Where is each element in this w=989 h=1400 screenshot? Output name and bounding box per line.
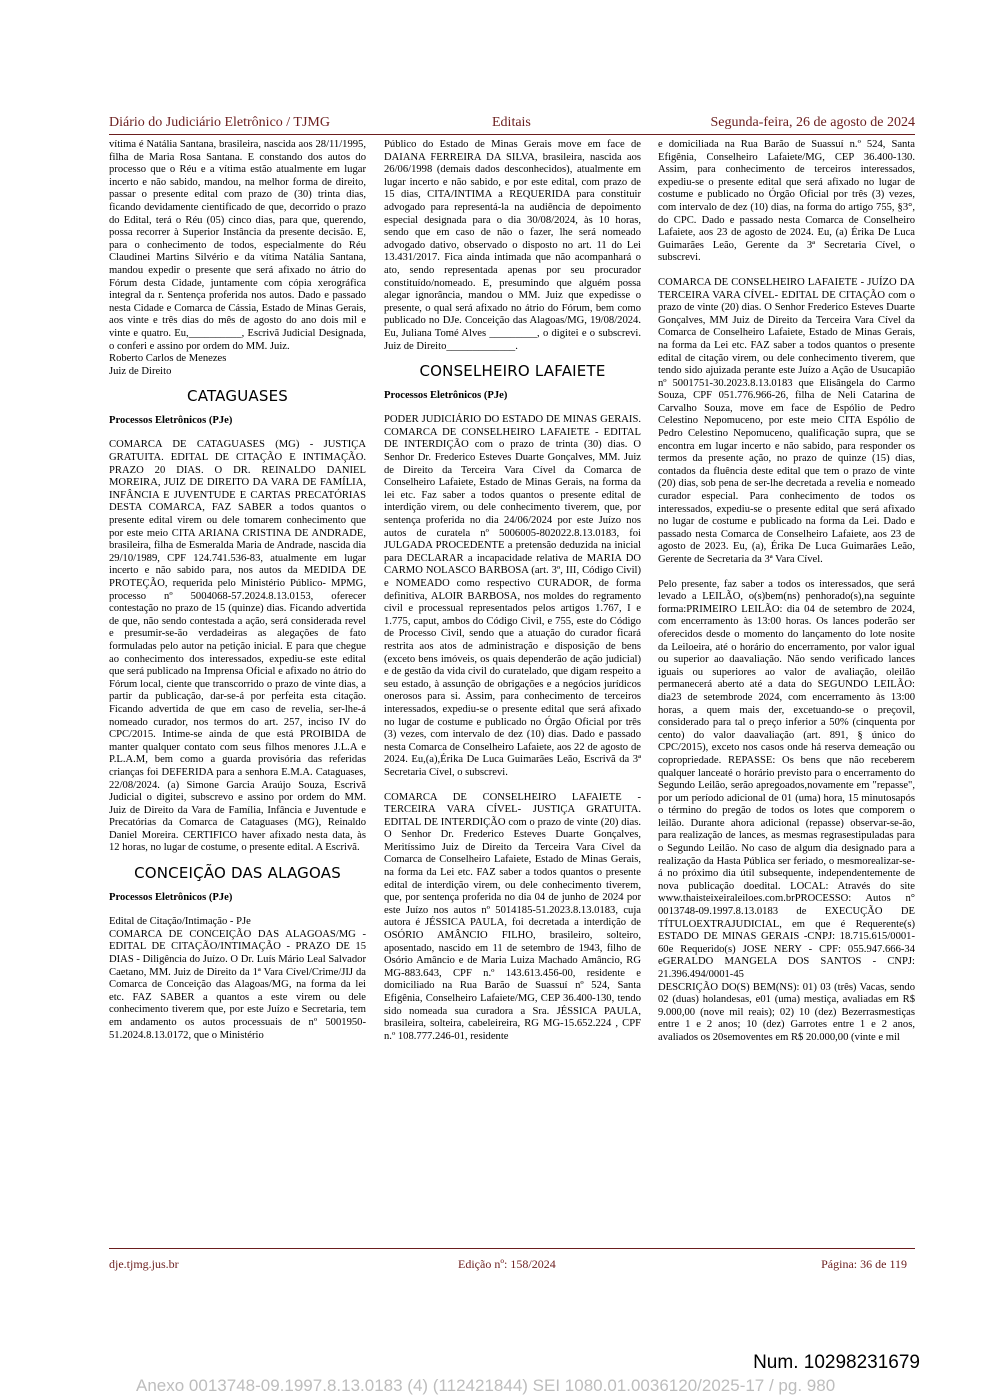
paragraph: COMARCA DE CATAGUASES (MG) - JUSTIÇA GRATUITA. EDITAL DE CITAÇÃO E INTIMAÇÃO. PRAZO 20 DIAS. O DR. REINALDO DANIEL MOREIRA, JUIZ DE DIREITO DA VARA DE FAMÍLIA, INFÂNCIA E JUVENTUDE E CARTAS PRECATÓRIAS DESTA COMARCA, FAZ SABER a todos quantos o presente edital virem ou dele tomarem conhecimento que por este meio CITA ARIANA CRISTINA DE ANDRADE, brasileira, filha de Esmeralda Maria de Andrade, nascida dia 29/10/1989, CPF 124.741.536-83, atualmente em lugar incerto e não sabido para, nos autos da MEDIDA DE PROTEÇÃO, requerida pelo Ministério Público- MPMG, processo nº 5004068-57.2024.8.13.0153, oferecer contestação no prazo de 15 (quinze) dias. Ficando advertida de que, não sendo contestada a ação, será considerada revel e presumir-se-ão verdadeiras as alegações de fato formuladas pelo autor na petição inicial. E para que chegue ao conhecimento dos interessados, expediu-se este edital que será publicado na Imprensa Oficial e afixado no átrio do Fórum local, ciente que transcorrido o prazo de vinte dias, a partir da publicação, dar-se-á por perfeita esta citação. Ficando advertida de que em caso de revelia, ser-lhe-á nomeado curador, nos termos do art. 257, inciso IV do CPC/2015. Intime-se ainda de que está PROIBIDA de manter qualquer contato com seus filhos menores J.L.A e P.L.A.M, bem como a guarda provisória das referidas crianças foi DEFERIDA para a senhora E.M.A. Cataguases, 22/08/2024. (a) Simone Garcia Araújo Souza, Escrivã Judicial o digitei, subscrevo e assino por ordem do MM. Juiz de Direito da Vara de Família, Infância e Juventude e Precatórias da Comarca de Cataguases (MG), Reinaldo Daniel Moreira. CERTIFICO haver afixado nesta data, às 12 horas, no lugar de costume, o presente edital. A Escrivã. [109, 439, 366, 854]
column-2 [384, 139, 641, 1043]
paragraph: COMARCA DE CONSELHEIRO LAFAIETE - TERCEIRA VARA CÍVEL- JUSTIÇA GRATUITA. EDITAL DE INTERDIÇÃO com o prazo de vinte (20) dias. O Senhor Dr. Frederico Esteves Duarte Gonçalves, Meritíssimo Juiz de Direito da Terceira Vara Cível da Comarca de Conselheiro Lafaiete, Estado de Minas Gerais, na forma da Lei etc. FAZ saber a todos quantos o presente edital de interdição virem, ou dele conhecimento tiverem, que, por sentença proferida no dia 04 de junho de 2024 por este Juízo nos autos nº 5014185-51.2023.8.13.0183, cuja autora é JÉSSICA PAULA, foi decretada a interdição de OSÓRIO AMÂNCIO FILHO, brasileiro, solteiro, aposentado, nascido em 11 de setembro de 1943, filho de Osório Amâncio e de Maria Luiza Machado Amâncio, RG MG-883.643, CPF n.º 143.613.456-00, residente e domiciliado na Rua Barão de Suassuí nº 524, Santa Efigênia, Conselheiro Lafaiete/MG, CEP 36.400-130, tendo sido nomeada sua curadora a Sra. JÉSSICA PAULA, brasileira, solteira, cabeleireira, RG MG-15.652.224 , CPF n.º 108.777.246-01, residente [384, 791, 641, 1042]
header-rule [109, 134, 915, 135]
section-heading-cataguases: CATAGUASES [187, 387, 288, 406]
signature-name: Roberto Carlos de Menezes [109, 353, 227, 365]
paragraph: DESCRIÇÃO DO(S) BEM(NS): 01) 03 (três) Vacas, sendo 02 (duas) holandesas, e01 (uma) mestiça, avaliadas em R$ 9.000,00 (nove mil reais); 02) 10 (dez) Bezerrasmestiças entre 1 e 2 anos; 10 (dez) Garrotes entre 1 e 2 anos, avaliados os 20semoventes em R$ 20.000,00 (vinte e mil [658, 981, 915, 1043]
paragraph: e domiciliada na Rua Barão de Suassuí n.º 524, Santa Efigênia, Conselheiro Lafaiete/MG, CEP 36.400-130. Assim, para conhecimento de terceiros interessados, expediu-se o presente edital que será afixado no lugar de costume e publicado no Órgão Oficial por três (3) vezes, com intervalo de dez (10) dias, na forma do artigo 755, §3°, do CPC. Dado e passado nesta Comarca de Conselheiro Lafaiete, aos 23 de agosto de 2024. Eu, (a) Érika De Luca Guimarães Leão, Gerente da 3ª Secretaria Cível, o subscrevi. [658, 139, 915, 264]
footer-rule [109, 1248, 915, 1249]
paragraph: PODER JUDICIÁRIO DO ESTADO DE MINAS GERAIS. COMARCA DE CONSELHEIRO LAFAIETE - EDITAL DE INTERDIÇÃO com o prazo de trinta (30) dias. O Senhor Dr. Frederico Esteves Duarte Gonçalves, MM. Juiz de Direito da Terceira Vara Cível da Comarca de Conselheiro Lafaiete, Estado de Minas Gerais, na forma da lei etc. Faz saber a todos quantos o presente edital de interdição virem, ou dele conhecimento tiverem, que, por sentença proferida no dia 24/06/2024 por este Juízo nos autos de curatela nº 5006005-802022.8.13.0183, foi JULGADA PROCEDENTE a pretensão deduzida na inicial para DECLARAR a incapacidade relativa de MARIA DO CARMO NOLASCO BARBOSA (art. 3º, III, Código Civil) e NOMEADO como respectivo CURADOR, de forma definitiva, ALOIR BARBOSA, nos moldes do regramento civil e processual representados pelos artigos 1.767, I e 1.775, caput, ambos do Código Civil, e 755, este do Código de Processo Civil, sendo que a atuação do curador ficará restrita aos atos de administração e disposição de bens (exceto bens imóveis, os quais dependerão de ação judicial) e de gestão da vida civil do curatelado, que digam respeito a seu estado, à assunção de obrigações e a negócios jurídicos onerosos para si. Assim, para conhecimento de terceiros interessados, expediu-se o presente edital que será afixado no lugar de costume e publicado no Órgão Oficial por três (3) vezes, com intervalo de dez (10) dias. Dado e passado nesta Comarca de Conselheiro Lafaiete, aos 22 de agosto de 2024. Eu,(a),Érika De Luca Guimarães Leão, Escrivã da 3ª Secretaria Cível, o subscrevi. [384, 414, 641, 778]
paragraph: Edital de Citação/Intimação - PJe [109, 916, 251, 928]
paragraph: vítima é Natália Santana, brasileira, nascida aos 28/11/1995, filha de Maria Rosa Santana. E constando dos autos do processo que o Réu e a vítima estão atualmente em lugar incerto e não sabido, mandou, na melhor forma de direito, passar o presente edital com prazo de (30) trinta dias, ficando devidamente cientificado de que, decorrido o prazo do Edital, terá o Réu (05) cinco dias, para que, querendo, possa recorrer à Superior Instância da presente decisão. E, para o conhecimento de todos, especialmente do Réu Claudinei Martins Silvério e da vítima Natália Santana, mandou expedir o presente que será afixado no átrio do Fórum desta Cidade, juntamente com cópia xerográfica integral da r. Sentença proferida nos autos. Dado e passado nesta Cidade e Comarca de Cássia, Estado de Minas Gerais, aos vinte e três dias do mês de agosto do ano dois mil e vinte e quatro. Eu,__________, Escrivã Judicial Designada, o conferi e assino por ordem do MM. Juiz. [109, 139, 366, 352]
publication-date: Segunda-feira, 26 de agosto de 2024 [710, 115, 915, 130]
column-1 [109, 139, 366, 1042]
subheading: Processos Eletrônicos (PJe) [109, 414, 233, 426]
paragraph: Pelo presente, faz saber a todos os interessados, que será levado a LEILÃO, o(s)bem(ns) penhorado(s),na seguinte forma:PRIMEIRO LEILÃO: dia 04 de setembro de 2024, com encerramento às 13:00 horas. Os lances poderão ser oferecidos desde o momento do lançamento do lote nosite da Leiloeira, até o horário do encerramento, por valor igual ou superior ao daavaliação. Não sendo verificado lances iguais ou superiores ao valor de avaliação, oleilão permanecerá aberto até a data do SEGUNDO LEILÃO: dia23 de setembrode 2024, com encerramento às 13:00 horas, a quem mais der, excetuando-se o preçovil, considerado para tal o preço inferior a 50% (cinquenta por cento) do valor daavaliação (art. 891, § único do CPC/2015), exceto nos casos onde há reserva demeação ou copropriedade. REPASSE: Os bens que não receberem qualquer lanceaté o horário previsto para o encerramento do Segundo Leilão, serão apregoados,novamente em "repasse", por um período adicional de 01 (uma) hora, 15 minutosapós o término do pregão de todos os lotes que comporem o leilão. Durante ahora adicional (repasse) observar-se-ão, para realização de lances, as mesmas regrasestipuladas para o Segundo Leilão. No caso de algum dia designado para a realização da Hasta Pública ser feriado, o mesmorealizar-se-á no próximo dia útil subsequente, independentemente de nova publicação doedital. LOCAL: Através do site www.thaisteixeiraleiloes.com.brPROCESSO: Autos n° 0013748-09.1997.8.13.0183 de EXECUÇÃO DE TÍTULOEXTRAJUDICIAL, em que é Requerente(s) ESTADO DE MINAS GERAIS -CNPJ: 18.715.615/0001-60e Requerido(s) JOSE NERY - CPF: 055.947.666-34 eGERALDO MANGELA DOS SANTOS - CNPJ: 21.396.494/0001-45 [658, 578, 915, 980]
page-header [109, 115, 915, 133]
paragraph: COMARCA DE CONCEIÇÃO DAS ALAGOAS/MG - EDITAL DE CITAÇÃO/INTIMAÇÃO - PRAZO DE 15 DIAS - Diligência do Juízo. O Dr. Luís Mário Leal Salvador Caetano, MM. Juiz de Direito da 1ª Vara Cível/Crime/JIJ da Comarca de Conceição das Alagoas/MG, na forma da lei etc. FAZ SABER a quantos a este virem ou dele conhecimento tiverem que, por este Juízo e Secretaria, tem em andamento os autos processuais de nº 5001950-51.2024.8.13.0172, que o Ministério [109, 928, 366, 1041]
subheading: Processos Eletrônicos (PJe) [109, 891, 233, 903]
journal-title: Diário do Judiciário Eletrônico / TJMG [109, 115, 330, 130]
section-heading-conselheiro: CONSELHEIRO LAFAIETE [419, 362, 606, 381]
paragraph: COMARCA DE CONSELHEIRO LAFAIETE - JUÍZO DA TERCEIRA VARA CÍVEL- EDITAL DE CITAÇÃO com o prazo de vinte (20) dias. O Senhor Frederico Esteves Duarte Gonçalves, MM Juiz de Direito da Terceira Vara Cível da Comarca de Conselheiro Lafaiete, Estado de Minas Gerais, na forma da Lei etc. FAZ saber a todos quantos o presente edital de citação virem, ou dele conhecimento tiverem, que tendo sido ajuizada perante este Juízo a Ação de Usucapião nº 5001751-30.2023.8.13.0183 que Elisângela do Carmo Souza, CPF 051.776.966-26, filha de Neli Catarina de Carvalho Souza, move em face de Espólio de Pedro Celestino Nepomuceno, por este meio CITA Espólio de Pedro Celestino Nepomuceno, qualificação supra, que se encontra em lugar incerto e não sabido, para responder os termos da presente ação, no prazo de quinze (15) dias, contados da fluência deste edital que tem o prazo de vinte (20) dias, sob pena de ser-lhe decretada a revelia e nomeado curador especial. Para conhecimento de todos os interessados, expediu-se o presente edital que será afixado no lugar de costume e publicado na forma da Lei. Dado e passado nesta Comarca de Conselheiro Lafaiete, aos 23 de agosto de 2023. Eu, (a), Érika De Luca Guimarães Leão, Gerente de Secretaria da 3ª Vara Cível. [658, 276, 915, 565]
section-heading-conceicao: CONCEIÇÃO DAS ALAGOAS [134, 864, 341, 883]
subheading: Processos Eletrônicos (PJe) [384, 389, 508, 401]
annex-watermark: Anexo 0013748-09.1997.8.13.0183 (4) (112421844) SEI 1080.01.0036120/2025-17 / pg. 980 [136, 1376, 836, 1395]
edition-number: Edição nº: 158/2024 [458, 1257, 556, 1271]
signature-title: Juiz de Direito [109, 365, 172, 377]
page-number: Página: 36 de 119 [821, 1257, 907, 1271]
section-title: Editais [492, 115, 531, 130]
site-url: dje.tjmg.jus.br [109, 1257, 179, 1271]
column-3 [658, 139, 915, 1045]
paragraph: Público do Estado de Minas Gerais move em face de DAIANA FERREIRA DA SILVA, brasileira, nascida aos 26/06/1998 (demais dados desconhecidos), atualmente em lugar incerto e não sabido, e por este edital, com prazo de 15 dias, CITA/INTIMA a REQUERIDA para constituir advogado para representá-la na audiência de depoimento especial designada para o dia 30/08/2024, às 10 horas, sendo que em caso de não o fazer, lhe será nomeado advogado dativo, observado o disposto no art. 11 do Lei 13.431/2017. Fica ainda intimada que não acompanhará o ato, sendo representada apenas por seu procurador constituído/nomeado. E, presumindo que alguém possa alegar ignorância, mandou o MM. Juiz que expedisse o presente, o qual será afixado no átrio do Fórum, bem como publicado no DJe. Conceição das Alagoas/MG, 19/08/2024. Eu, Juliana Tomé Alves _________, o digitei e o subscrevi. Juiz de Direito_____________. [384, 139, 641, 352]
document-number: Num. 10298231679 [753, 1352, 920, 1373]
